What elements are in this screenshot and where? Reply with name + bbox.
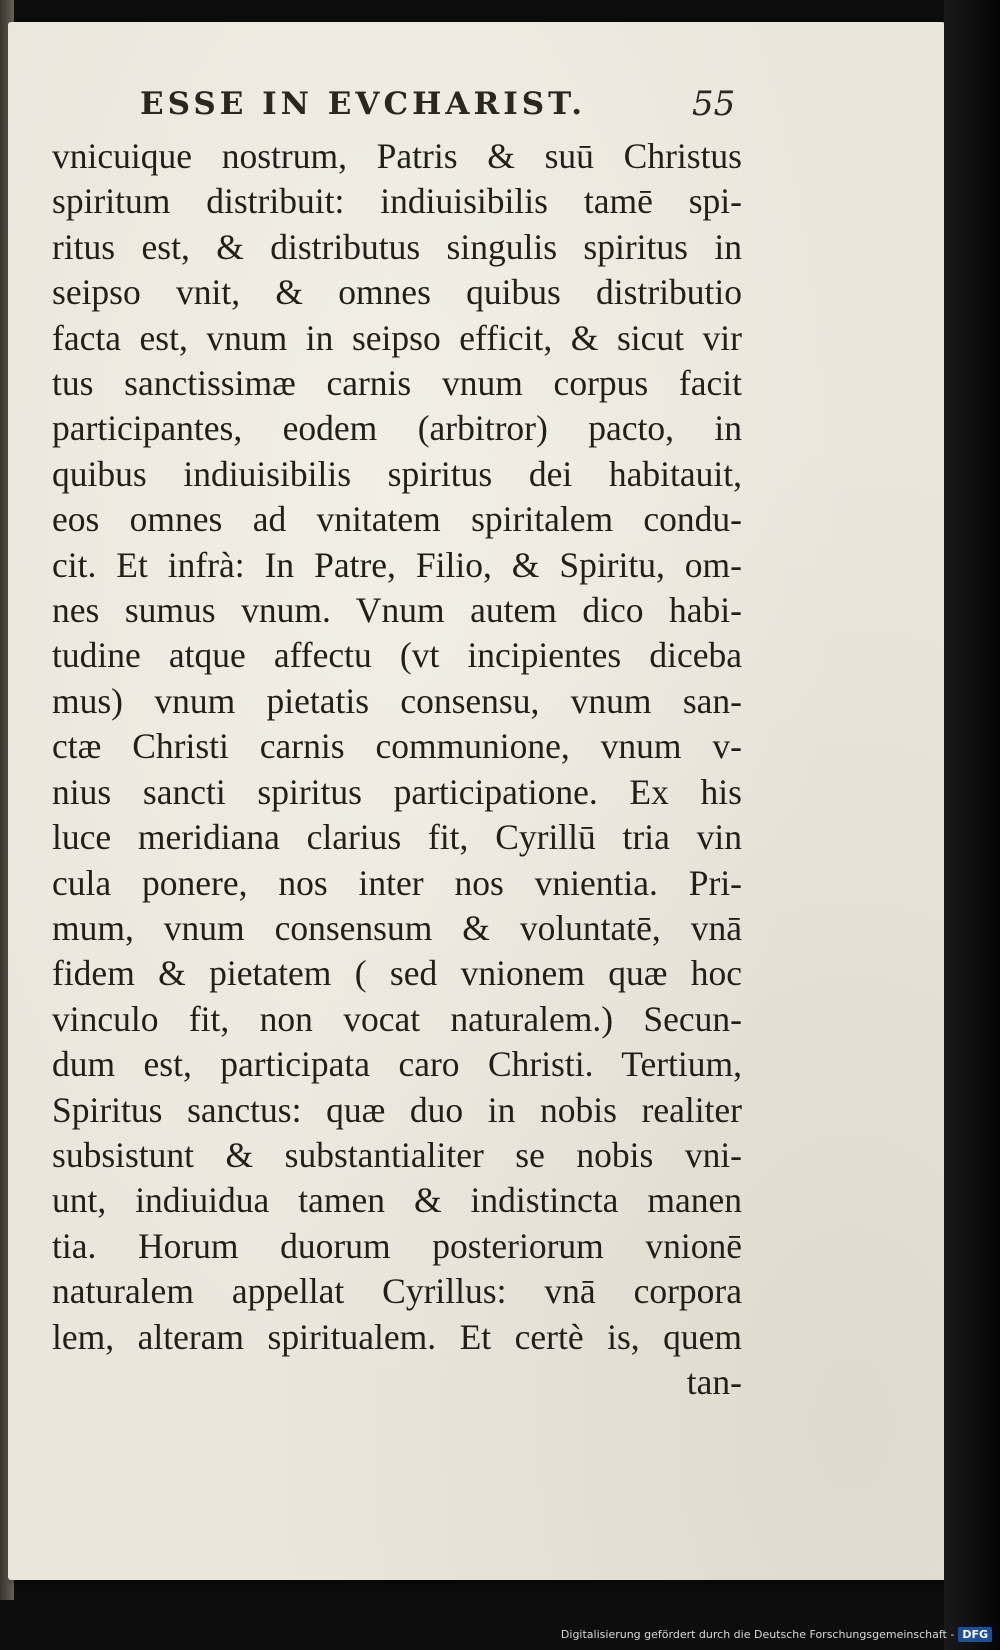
text-line: luce meridiana clarius fit, Cyrillū tria vin bbox=[52, 817, 742, 858]
text-line: nius sancti spiritus participatione. Ex his bbox=[52, 771, 742, 812]
text-line: subsistunt & substantialiter se nobis vni- bbox=[52, 1134, 742, 1175]
text-line: tudine atque affectu (vt incipientes diceba bbox=[52, 635, 742, 676]
text-line: seipso vnit, & omnes quibus distributio bbox=[52, 272, 742, 313]
text-line: vinculo fit, non vocat naturalem.) Secun- bbox=[52, 998, 742, 1039]
text-line: fidem & pietatem ( sed vnionem quæ hoc bbox=[52, 953, 742, 994]
catchword: tan- bbox=[686, 1361, 742, 1402]
text-line: mus) vnum pietatis consensu, vnum san- bbox=[52, 680, 742, 721]
text-line: nes sumus vnum. Vnum autem dico habi- bbox=[52, 590, 742, 631]
text-line: ritus est, & distributus singulis spiritus in bbox=[52, 226, 742, 267]
text-line: quibus indiuisibilis spiritus dei habitauit, bbox=[52, 453, 742, 494]
text-line: facta est, vnum in seipso efficit, & sicut vir bbox=[52, 317, 742, 358]
text-line: cit. Et infrà: In Patre, Filio, & Spiritu, om- bbox=[52, 544, 742, 585]
text-line: dum est, participata caro Christi. Tertium, bbox=[52, 1044, 742, 1085]
body-text bbox=[52, 134, 742, 1405]
dfg-logo: DFG bbox=[958, 1627, 992, 1642]
book-gutter-shadow bbox=[944, 0, 1000, 1650]
text-line: cula ponere, nos inter nos vnientia. Pri- bbox=[52, 862, 742, 903]
text-line: vnicuique nostrum, Patris & suū Christus bbox=[52, 136, 742, 176]
running-header: ESSE IN EVCHARIST. bbox=[140, 86, 586, 122]
text-line: ctæ Christi carnis communione, vnum v- bbox=[52, 726, 742, 767]
text-line: tia. Horum duorum posteriorum vnionē bbox=[52, 1225, 742, 1266]
text-line: naturalem appellat Cyrillus: vnā corpora bbox=[52, 1271, 742, 1312]
text-line: spiritum distribuit: indiuisibilis tamē spi- bbox=[52, 181, 742, 222]
credit-text: Digitalisierung gefördert durch die Deutsche Forschungsgemeinschaft - bbox=[560, 1627, 955, 1641]
page-number: 55 bbox=[692, 84, 736, 124]
text-line: eos omnes ad vnitatem spiritalem condu- bbox=[52, 499, 742, 540]
text-line: unt, indiuidua tamen & indistincta manen bbox=[52, 1180, 742, 1221]
digitization-credit bbox=[561, 1624, 992, 1644]
text-line: lem, alteram spiritualem. Et certè is, quem bbox=[52, 1316, 742, 1357]
text-line: Spiritus sanctus: quæ duo in nobis realiter bbox=[52, 1089, 742, 1130]
text-line: tus sanctissimæ carnis vnum corpus facit bbox=[52, 363, 742, 404]
text-line: mum, vnum consensum & voluntatē, vnā bbox=[52, 907, 742, 948]
text-line: participantes, eodem (arbitror) pacto, in bbox=[52, 408, 742, 449]
